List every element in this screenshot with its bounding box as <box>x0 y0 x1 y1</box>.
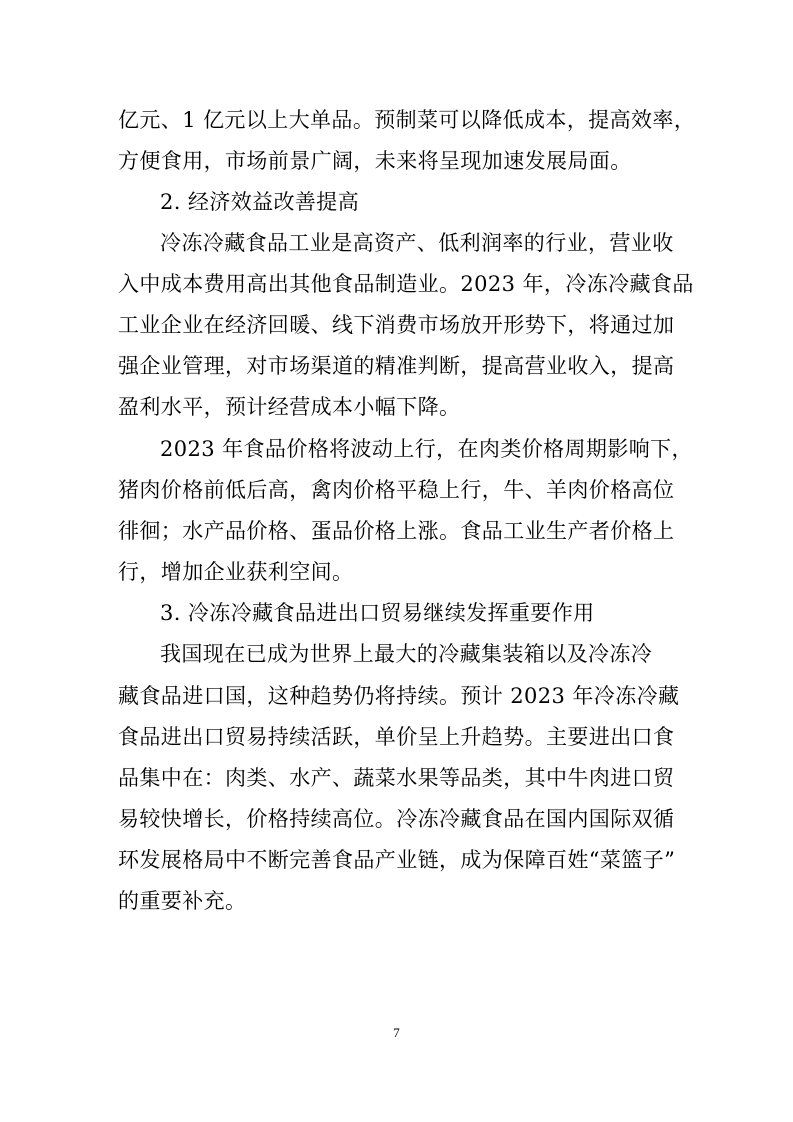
section-heading: 3. 冷冻冷藏食品进出口贸易继续发挥重要作用 <box>160 601 595 625</box>
text-line: 方便食用，市场前景广阔，未来将呈现加速发展局面。 <box>118 149 632 173</box>
text-line: 盈利水平，预计经营成本小幅下降。 <box>118 395 461 419</box>
text-line: 冷冻冷藏食品工业是高资产、低利润率的行业，营业收 <box>160 231 674 255</box>
text-line: 强企业管理，对市场渠道的精准判断，提高营业收入，提高 <box>118 354 675 378</box>
text-line: 易较快增长，价格持续高位。冷冻冷藏食品在国内国际双循 <box>118 807 675 831</box>
text-line: 入中成本费用高出其他食品制造业。2023 年，冷冻冷藏食品 <box>118 272 694 296</box>
text-line: 我国现在已成为世界上最大的冷藏集装箱以及冷冻冷 <box>160 642 653 666</box>
text-line: 2023 年食品价格将波动上行，在肉类价格周期影响下， <box>160 437 693 461</box>
text-line: 的重要补充。 <box>118 889 247 913</box>
text-line: 徘徊；水产品价格、蛋品价格上涨。食品工业生产者价格上 <box>118 519 675 543</box>
text-line: 食品进出口贸易持续活跃，单价呈上升趋势。主要进出口食 <box>118 725 675 749</box>
text-line: 藏食品进口国，这种趋势仍将持续。预计 2023 年冷冻冷藏 <box>118 684 680 708</box>
text-line: 亿元、1 亿元以上大单品。预制菜可以降低成本，提高效率， <box>118 108 696 132</box>
text-line: 环发展格局中不断完善食品产业链，成为保障百姓“菜篮子” <box>118 848 676 872</box>
text-line: 品集中在：肉类、水产、蔬菜水果等品类，其中牛肉进口贸 <box>118 766 675 790</box>
text-line: 工业企业在经济回暖、线下消费市场放开形势下，将通过加 <box>118 313 675 337</box>
text-line: 猪肉价格前低后高，禽肉价格平稳上行，牛、羊肉价格高位 <box>118 478 675 502</box>
text-line: 行，增加企业获利空间。 <box>118 560 354 584</box>
section-heading: 2. 经济效益改善提高 <box>160 190 360 214</box>
page-number: 7 <box>393 1025 400 1040</box>
